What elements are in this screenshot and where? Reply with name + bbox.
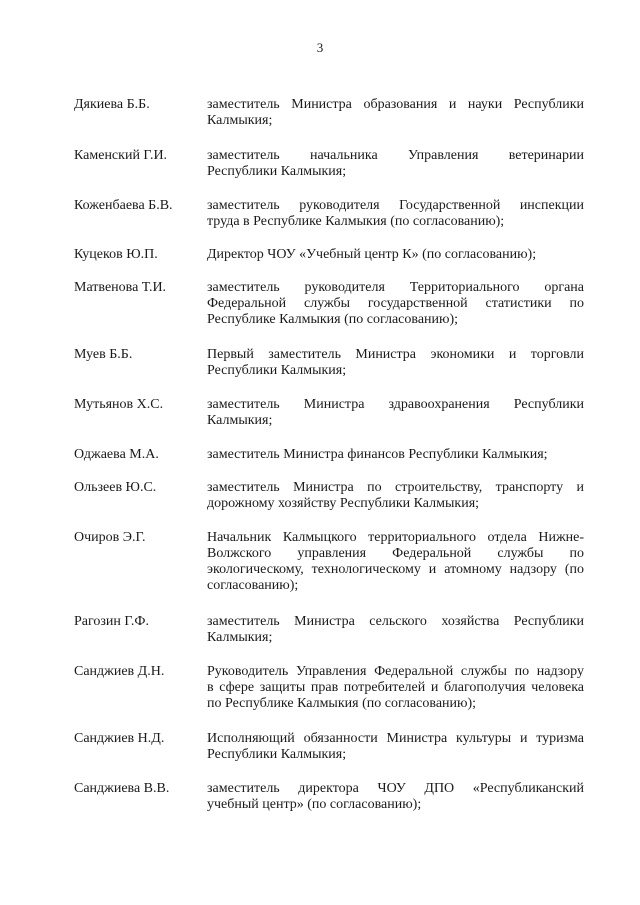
- person-name: Куцеков Ю.П.: [74, 247, 158, 262]
- person-name: Оджаева М.А.: [74, 447, 159, 462]
- person-name: Очиров Э.Г.: [74, 530, 146, 545]
- person-name: Санджиева В.В.: [74, 781, 170, 796]
- person-position: [207, 347, 584, 379]
- person-name: Коженбаева Б.В.: [74, 198, 173, 213]
- person-position: [207, 530, 584, 594]
- position-line: заместитель руководителя Государственной инспекции: [207, 198, 584, 213]
- position-line: заместитель начальника Управления ветеринарии: [207, 148, 584, 163]
- person-position: [207, 614, 584, 646]
- position-line: Начальник Калмыцкого территориального отдела Нижне-: [207, 530, 584, 545]
- position-line: в сфере защиты прав потребителей и благополучия человека: [207, 680, 584, 695]
- person-position: [207, 198, 584, 230]
- person-position: [207, 731, 584, 763]
- position-line: заместитель Министра сельского хозяйства Республики: [207, 614, 584, 629]
- person-position: [207, 480, 584, 512]
- person-name: Санджиев Д.Н.: [74, 664, 165, 679]
- position-line: заместитель Министра по строительству, транспорту и: [207, 480, 584, 495]
- person-name: Дякиева Б.Б.: [74, 97, 150, 112]
- position-line: труда в Республике Калмыкия (по согласованию);: [207, 214, 505, 229]
- position-line: учебный центр» (по согласованию);: [207, 797, 422, 812]
- person-position: [207, 664, 584, 712]
- person-name: Ользеев Ю.С.: [74, 480, 157, 495]
- position-line: Руководитель Управления Федеральной службы по надзору: [207, 664, 584, 679]
- person-name: Матвенова Т.И.: [74, 280, 167, 295]
- position-line: согласованию);: [207, 578, 299, 593]
- person-position: [207, 148, 584, 180]
- person-position: [207, 447, 584, 463]
- person-name: Каменский Г.И.: [74, 148, 168, 163]
- position-line: заместитель руководителя Территориального органа: [207, 280, 584, 295]
- person-name: Мутьянов Х.С.: [74, 397, 164, 412]
- person-position: [207, 397, 584, 429]
- position-line: заместитель Министра финансов Республики Калмыкия;: [207, 447, 548, 462]
- person-position: [207, 781, 584, 813]
- position-line: Калмыкия;: [207, 630, 273, 645]
- position-line: Калмыкия;: [207, 113, 273, 128]
- position-line: Республики Калмыкия;: [207, 164, 347, 179]
- position-line: Первый заместитель Министра экономики и торговли: [207, 347, 584, 362]
- page-number: 3: [316, 40, 324, 55]
- position-line: по Республике Калмыкия (по согласованию);: [207, 696, 477, 711]
- position-line: Исполняющий обязанности Министра культуры и туризма: [207, 731, 584, 746]
- position-line: Республике Калмыкия (по согласованию);: [207, 312, 459, 327]
- person-position: [207, 280, 584, 328]
- position-line: Директор ЧОУ «Учебный центр К» (по согласованию);: [207, 247, 537, 262]
- position-line: экологическому, технологическому и атомному надзору (по: [207, 562, 584, 577]
- person-position: [207, 247, 584, 263]
- position-line: заместитель директора ЧОУ ДПО «Республиканский: [207, 781, 584, 796]
- position-line: заместитель Министра здравоохранения Республики: [207, 397, 584, 412]
- person-name: Санджиев Н.Д.: [74, 731, 165, 746]
- position-line: Волжского управления Федеральной службы по: [207, 546, 584, 561]
- position-line: дорожному хозяйству Республики Калмыкия;: [207, 496, 480, 511]
- position-line: заместитель Министра образования и науки Республики: [207, 97, 584, 112]
- position-line: Калмыкия;: [207, 413, 273, 428]
- person-position: [207, 97, 584, 129]
- position-line: Федеральной службы государственной статистики по: [207, 296, 584, 311]
- person-name: Муев Б.Б.: [74, 347, 133, 362]
- position-line: Республики Калмыкия;: [207, 363, 347, 378]
- position-line: Республики Калмыкия;: [207, 747, 347, 762]
- person-name: Рагозин Г.Ф.: [74, 614, 149, 629]
